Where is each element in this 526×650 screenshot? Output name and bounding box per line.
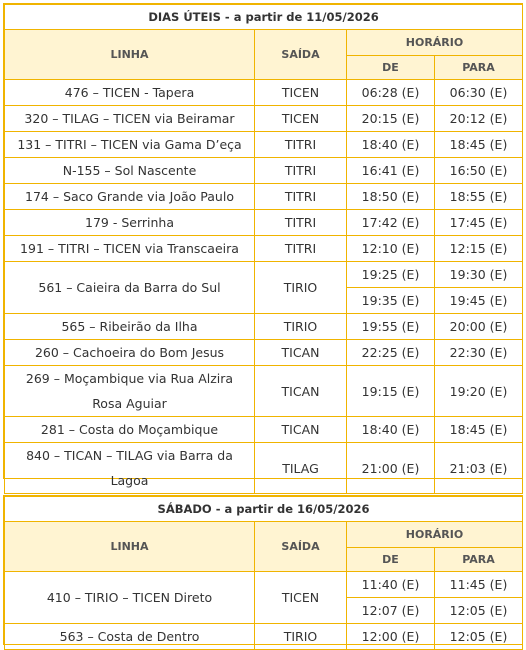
- saturday-rows: [5, 572, 523, 650]
- time-from: 22:25 (E): [347, 340, 435, 366]
- line-name: 281 – Costa do Moçambique: [5, 417, 255, 443]
- time-to: 18:45 (E): [435, 132, 523, 158]
- header-linha: LINHA: [5, 522, 255, 572]
- time-from: 19:55 (E): [347, 314, 435, 340]
- departure-terminal: TICEN: [255, 106, 347, 132]
- time-from: 19:35 (E): [347, 288, 435, 314]
- line-name: 260 – Cachoeira do Bom Jesus: [5, 340, 255, 366]
- line-name: 269 – Moçambique via Rua Alzira Rosa Aguiar: [5, 366, 255, 417]
- table-row: [5, 443, 523, 494]
- header-para: PARA: [435, 56, 523, 80]
- departure-terminal: TIRIO: [255, 624, 347, 650]
- weekday-rows: [5, 80, 523, 494]
- time-from: 12:07 (E): [347, 598, 435, 624]
- departure-terminal: TIRIO: [255, 314, 347, 340]
- departure-terminal: TITRI: [255, 158, 347, 184]
- time-from: 19:25 (E): [347, 262, 435, 288]
- header-horario: HORÁRIO: [347, 522, 523, 548]
- table-row: [5, 417, 523, 443]
- line-name: 476 – TICEN - Tapera: [5, 80, 255, 106]
- departure-terminal: TILAG: [255, 443, 347, 494]
- weekday-schedule-table: [4, 4, 523, 494]
- line-name: N-155 – Sol Nascente: [5, 158, 255, 184]
- departure-terminal: TICAN: [255, 417, 347, 443]
- line-name: 565 – Ribeirão da Ilha: [5, 314, 255, 340]
- departure-terminal: TICAN: [255, 340, 347, 366]
- time-from: 21:00 (E): [347, 443, 435, 494]
- time-to: 22:30 (E): [435, 340, 523, 366]
- saturday-schedule-table: [4, 496, 523, 650]
- departure-terminal: TIRIO: [255, 262, 347, 314]
- line-name: 320 – TILAG – TICEN via Beiramar: [5, 106, 255, 132]
- line-name: 131 – TITRI – TICEN via Gama D’eça: [5, 132, 255, 158]
- line-name: 840 – TICAN – TILAG via Barra da Lagoa: [5, 443, 255, 494]
- line-name: 191 – TITRI – TICEN via Transcaeira: [5, 236, 255, 262]
- weekday-title: DIAS ÚTEIS - a partir de 11/05/2026: [5, 5, 523, 30]
- line-name: 410 – TIRIO – TICEN Direto: [5, 572, 255, 624]
- table-row: [5, 158, 523, 184]
- time-from: 19:15 (E): [347, 366, 435, 417]
- time-to: 19:30 (E): [435, 262, 523, 288]
- departure-terminal: TITRI: [255, 132, 347, 158]
- time-to: 12:05 (E): [435, 624, 523, 650]
- line-name: 174 – Saco Grande via João Paulo: [5, 184, 255, 210]
- time-from: 11:40 (E): [347, 572, 435, 598]
- line-name: 563 – Costa de Dentro: [5, 624, 255, 650]
- time-to: 19:20 (E): [435, 366, 523, 417]
- time-to: 19:45 (E): [435, 288, 523, 314]
- departure-terminal: TICEN: [255, 572, 347, 624]
- departure-terminal: TITRI: [255, 210, 347, 236]
- time-from: 16:41 (E): [347, 158, 435, 184]
- table-row: [5, 236, 523, 262]
- time-from: 18:40 (E): [347, 417, 435, 443]
- time-from: 06:28 (E): [347, 80, 435, 106]
- saturday-title: SÁBADO - a partir de 16/05/2026: [5, 497, 523, 522]
- table-row: [5, 314, 523, 340]
- time-to: 20:12 (E): [435, 106, 523, 132]
- header-linha: LINHA: [5, 30, 255, 80]
- header-de: DE: [347, 56, 435, 80]
- departure-terminal: TICAN: [255, 366, 347, 417]
- time-from: 20:15 (E): [347, 106, 435, 132]
- weekday-schedule-panel: [3, 3, 523, 488]
- table-row: [5, 262, 523, 288]
- table-row: [5, 184, 523, 210]
- header-saida: SAÍDA: [255, 522, 347, 572]
- time-to: 12:15 (E): [435, 236, 523, 262]
- header-de: DE: [347, 548, 435, 572]
- table-row: [5, 366, 523, 417]
- time-to: 12:05 (E): [435, 598, 523, 624]
- line-name: 561 – Caieira da Barra do Sul: [5, 262, 255, 314]
- departure-terminal: TITRI: [255, 236, 347, 262]
- time-to: 21:03 (E): [435, 443, 523, 494]
- header-horario: HORÁRIO: [347, 30, 523, 56]
- table-row: [5, 80, 523, 106]
- table-row: [5, 210, 523, 236]
- saturday-schedule-panel: [3, 495, 523, 645]
- time-from: 12:00 (E): [347, 624, 435, 650]
- time-from: 18:40 (E): [347, 132, 435, 158]
- time-to: 17:45 (E): [435, 210, 523, 236]
- time-to: 16:50 (E): [435, 158, 523, 184]
- time-to: 20:00 (E): [435, 314, 523, 340]
- time-to: 11:45 (E): [435, 572, 523, 598]
- time-to: 18:45 (E): [435, 417, 523, 443]
- time-to: 18:55 (E): [435, 184, 523, 210]
- line-name: 179 - Serrinha: [5, 210, 255, 236]
- table-row: [5, 624, 523, 650]
- table-row: [5, 132, 523, 158]
- header-para: PARA: [435, 548, 523, 572]
- time-from: 12:10 (E): [347, 236, 435, 262]
- time-from: 18:50 (E): [347, 184, 435, 210]
- table-row: [5, 106, 523, 132]
- header-saida: SAÍDA: [255, 30, 347, 80]
- departure-terminal: TICEN: [255, 80, 347, 106]
- time-to: 06:30 (E): [435, 80, 523, 106]
- departure-terminal: TITRI: [255, 184, 347, 210]
- table-row: [5, 340, 523, 366]
- time-from: 17:42 (E): [347, 210, 435, 236]
- table-row: [5, 572, 523, 598]
